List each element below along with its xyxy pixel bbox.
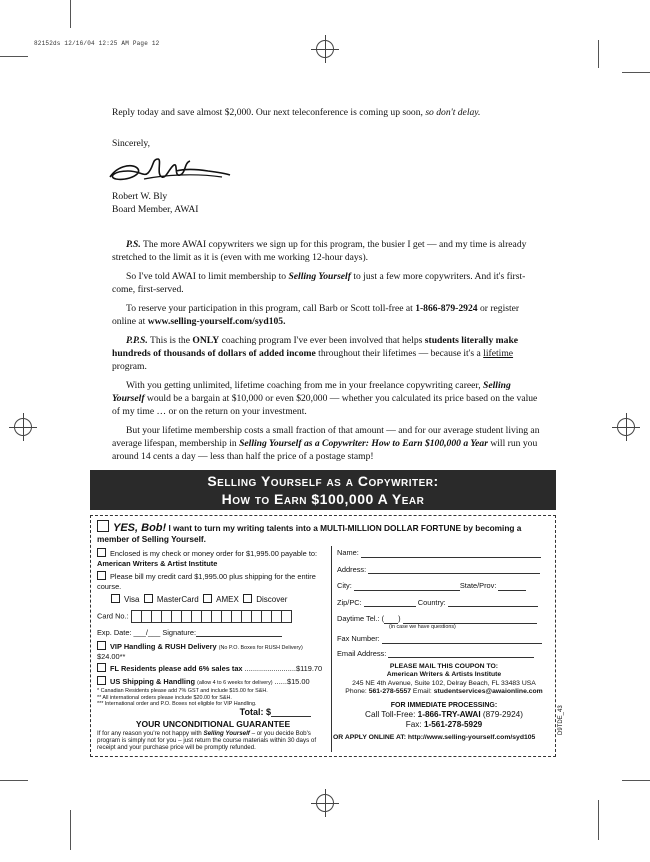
- visa-checkbox[interactable]: [111, 594, 120, 603]
- paragraph-value: With you getting unlimited, lifetime coaching from me in your freelance copywriting career, Selling Yourself would be a bargain at $10,000 or even $20,000 — whether you calculated its price based on the value of my time … or on the return on your investment.: [112, 380, 538, 417]
- yes-statement: YES, Bob! I want to turn my writing talents into a MULTI-MILLION DOLLAR FORTUNE by becoming a member of Selling Yourself.: [97, 522, 522, 544]
- check-option-checkbox[interactable]: [97, 548, 106, 557]
- crop-mark: [70, 0, 71, 28]
- crop-mark: [598, 40, 599, 68]
- payment-column: [97, 548, 329, 752]
- exp-signature-row: Exp. Date: ___/___ Signature:: [97, 628, 329, 638]
- card-option-checkbox[interactable]: [97, 571, 106, 580]
- paragraph-cost: But your lifetime membership costs a small fraction of that amount — and for our average student living an average lifespan, membership in Selling Yourself as a Copywriter: How to Earn $100,000 a Year will run you around 14 cents a day — less than half the price of a postage stamp!: [112, 425, 540, 462]
- option-card: Please bill my credit card $1,995.00 plus shipping for the entire course.: [97, 572, 316, 591]
- crop-mark: [0, 56, 28, 57]
- registration-mark-right: [617, 418, 635, 436]
- crop-mark: [622, 780, 650, 781]
- option-check: Enclosed is my check or money order for $1,995.00 payable to: American Writers & Artist Institute: [97, 549, 318, 568]
- us-shipping-checkbox[interactable]: [97, 676, 106, 685]
- discover-checkbox[interactable]: [243, 594, 252, 603]
- order-coupon: [90, 470, 556, 760]
- zip-row: Zip/PC: Country:: [337, 598, 551, 608]
- processing-info: FOR IMMEDIATE PROCESSING: Call Toll-Free: 1-866-TRY-AWAI (879-2924) Fax: 1-561-278-5929: [365, 701, 523, 729]
- print-slug: 82152ds 12/16/04 12:25 AM Page 12: [34, 40, 160, 47]
- total-field[interactable]: [271, 708, 311, 717]
- name-field[interactable]: [361, 549, 541, 558]
- daytime-phone-field[interactable]: [403, 615, 537, 624]
- crop-mark: [598, 800, 599, 840]
- city-field[interactable]: [354, 582, 460, 591]
- fl-tax-checkbox[interactable]: [97, 663, 106, 672]
- country-field[interactable]: [448, 598, 538, 607]
- area-code-field[interactable]: [384, 615, 398, 624]
- column-divider: [331, 546, 332, 752]
- email-row: Email Address:: [337, 649, 551, 659]
- crop-mark: [0, 780, 28, 781]
- signature-field[interactable]: [196, 628, 282, 637]
- zip-field[interactable]: [364, 598, 416, 607]
- crop-mark: [622, 72, 650, 73]
- yes-checkbox[interactable]: [97, 520, 109, 532]
- card-number-field[interactable]: [131, 611, 291, 620]
- shipping-notes: * Canadian Residents please add 7% GST and include $15.00 for S&H. ** All international orders please include $20.00 for S&H. *** International order and P.O. Boxes not eligible for VIP Handling.: [97, 688, 268, 707]
- card-number-row: Card No.:: [97, 610, 329, 623]
- paragraph-ps: P.S. The more AWAI copywriters we sign up for this program, the busier I get — and my time is already stretched to the limit as it is (even with me working 12-hour days).: [112, 239, 527, 263]
- paragraph-limit: So I've told AWAI to limit membership to Selling Yourself to just a few more copywriters. And it's first-come, first-served.: [112, 271, 526, 295]
- name-row: Name:: [337, 548, 551, 558]
- exp-date-field[interactable]: Exp. Date: ___/___: [97, 627, 161, 637]
- shipping-us-row: US Shipping & Handling (allow 4 to 6 weeks for delivery) ......$15.00: [97, 676, 329, 687]
- daytime-row: Daytime Tel.: ( ): [337, 614, 551, 624]
- city-row: City: State/Prov:: [337, 581, 551, 591]
- guarantee-text: If for any reason you're not happy with Selling Yourself – or you decide Bob's program is simply not for you – just return the course materials within 30 days of receipt and your purchase price will be promptly refunded.: [97, 729, 317, 752]
- shipping-vip-row: VIP Handling & RUSH Delivery (No P.O. Boxes for RUSH Delivery) $24.00**: [97, 642, 303, 661]
- coupon-form: [90, 515, 556, 757]
- signer-title: Board Member, AWAI: [112, 204, 199, 215]
- signature-block: [112, 137, 544, 216]
- handwritten-signature: [104, 153, 234, 187]
- banner-line-2: How to Earn $100,000 A Year: [221, 491, 425, 507]
- signer-name: Robert W. Bly: [112, 191, 168, 202]
- apply-online-link[interactable]: OR APPLY ONLINE AT: http://www.selling-yourself.com/syd105: [333, 734, 536, 742]
- fax-row: Fax Number:: [337, 634, 551, 644]
- fax-field[interactable]: [382, 635, 542, 644]
- letter-body: [112, 106, 544, 463]
- side-code: D9TDE_43: [558, 705, 564, 735]
- paragraph-pps: P.P.S. This is the ONLY coaching program I've ever been involved that helps students literally make hundreds of thousands of dollars of added income throughout their lifetimes — because it's a lifetime program.: [112, 335, 519, 372]
- guarantee-title: YOUR UNCONDITIONAL GUARANTEE: [135, 719, 291, 729]
- daytime-note: (in case we have questions): [389, 623, 456, 630]
- state-field[interactable]: [498, 582, 526, 591]
- address-field[interactable]: [368, 565, 540, 574]
- closing: Sincerely,: [112, 138, 151, 149]
- total-row: Total: $: [97, 708, 311, 718]
- mail-info: PLEASE MAIL THIS COUPON TO: American Writers & Artists Institute 245 NE 4th Avenue, Suite 102, Delray Beach, FL 33483 USA Phone: 561-278-5557 Email: studentservices@awaionline.com: [345, 663, 543, 696]
- banner-line-1: Selling Yourself as a Copywriter:: [207, 473, 439, 489]
- address-row: Address:: [337, 565, 551, 575]
- amex-checkbox[interactable]: [203, 594, 212, 603]
- mastercard-checkbox[interactable]: [144, 594, 153, 603]
- card-type-options: Visa MasterCard AMEX Discover: [97, 594, 329, 605]
- registration-mark-left: [14, 418, 32, 436]
- paragraph-reply: Reply today and save almost $2,000. Our next teleconference is coming up soon, so don't delay.: [112, 107, 481, 118]
- registration-mark-top: [316, 40, 334, 58]
- address-column: [333, 548, 551, 743]
- crop-mark: [70, 810, 71, 850]
- coupon-banner: [90, 470, 556, 510]
- shipping-fl-row: FL Residents please add 6% sales tax .........................$119.70: [97, 663, 329, 674]
- paragraph-reserve: To reserve your participation in this program, call Barb or Scott toll-free at 1-866-879-2924 or register online at www.selling-yourself.com/syd105.: [112, 303, 520, 327]
- email-field[interactable]: [388, 649, 534, 658]
- vip-checkbox[interactable]: [97, 641, 106, 650]
- registration-mark-bottom: [316, 794, 334, 812]
